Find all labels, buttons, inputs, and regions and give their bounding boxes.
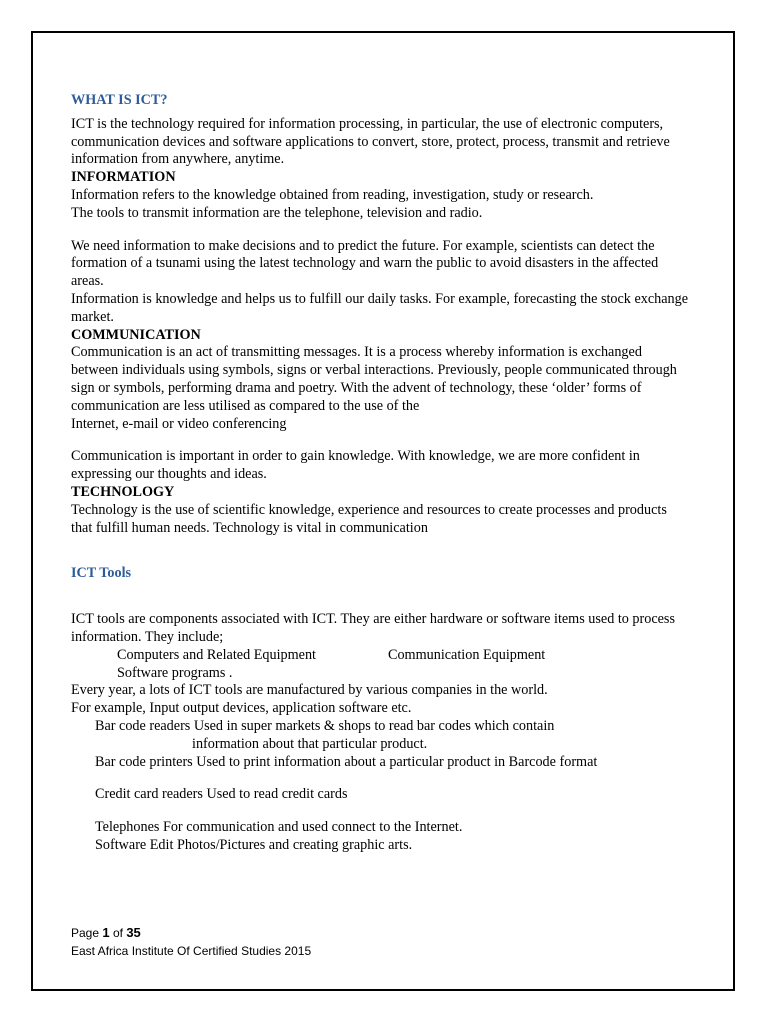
current-page: 1	[102, 925, 110, 940]
institute-name: East Africa Institute Of Certified Studies 2015	[71, 944, 312, 958]
paragraph: The tools to transmit information are the telephone, television and radio.	[71, 204, 483, 221]
example-item: Telephones For communication and used connect to the Internet.	[95, 819, 463, 836]
paragraph: Technology is the use of scientific knowledge, experience and resources to create processes and products that fulfill human needs. Technology is vital in communication	[71, 501, 667, 536]
paragraph: For example, Input output devices, application software etc.	[71, 700, 412, 717]
example-item: Software Edit Photos/Pictures and creating graphic arts.	[95, 836, 413, 853]
example-item: Bar code printers Used to print information about a particular product in Barcode format	[95, 753, 598, 770]
heading-communication: COMMUNICATION	[71, 326, 201, 343]
paragraph: Information is knowledge and helps us to fulfill our daily tasks. For example, forecasting the stock exchange market.	[71, 290, 689, 325]
example-item: information about that particular product.	[192, 735, 428, 752]
page-footer	[71, 924, 311, 960]
paragraph: Information refers to the knowledge obtained from reading, investigation, study or research.	[71, 186, 594, 203]
heading-ict-tools: ICT Tools	[71, 565, 132, 582]
list-item: Communication Equipment	[388, 646, 546, 663]
example-item: Credit card readers Used to read credit cards	[95, 786, 348, 803]
of-word: of	[112, 926, 123, 940]
list-item: Software programs .	[117, 664, 233, 681]
list-item: Computers and Related Equipment	[117, 646, 316, 663]
heading-information: INFORMATION	[71, 169, 176, 186]
paragraph: Every year, a lots of ICT tools are manufactured by various companies in the world.	[71, 682, 548, 699]
paragraph: Internet, e-mail or video conferencing	[71, 415, 287, 432]
total-pages: 35	[126, 925, 141, 940]
page-word: Page	[71, 926, 100, 940]
paragraph: ICT is the technology required for information processing, in particular, the use of electronic computers, communication devices and software applications to convert, store, protect, process, transmit and retrieve information from anywhere, anytime.	[71, 115, 670, 168]
paragraph: ICT tools are components associated with ICT. They are either hardware or software items used to process information. They include;	[71, 611, 675, 645]
tools-list-row	[71, 647, 691, 665]
page-number	[71, 924, 311, 942]
document-body	[71, 92, 691, 855]
paragraph: Communication is an act of transmitting messages. It is a process whereby information is exchanged between individuals using symbols, signs or verbal interactions. Previously, people communicated through sign or symbols, performing drama and poetry. With the advent of technology, these ‘older’ forms of communication are less utilised as compared to the use of the	[71, 344, 677, 414]
paragraph: We need information to make decisions and to predict the future. For example, scientists can detect the formation of a tsunami using the latest technology and warn the public to avoid disasters in the affected areas.	[71, 237, 659, 290]
paragraph: Communication is important in order to gain knowledge. With knowledge, we are more confident in expressing our thoughts and ideas.	[71, 448, 640, 483]
heading-what-is-ict: WHAT IS ICT?	[71, 92, 168, 108]
example-item: Bar code readers Used in super markets & shops to read bar codes which contain	[95, 717, 555, 734]
heading-technology: TECHNOLOGY	[71, 483, 175, 500]
